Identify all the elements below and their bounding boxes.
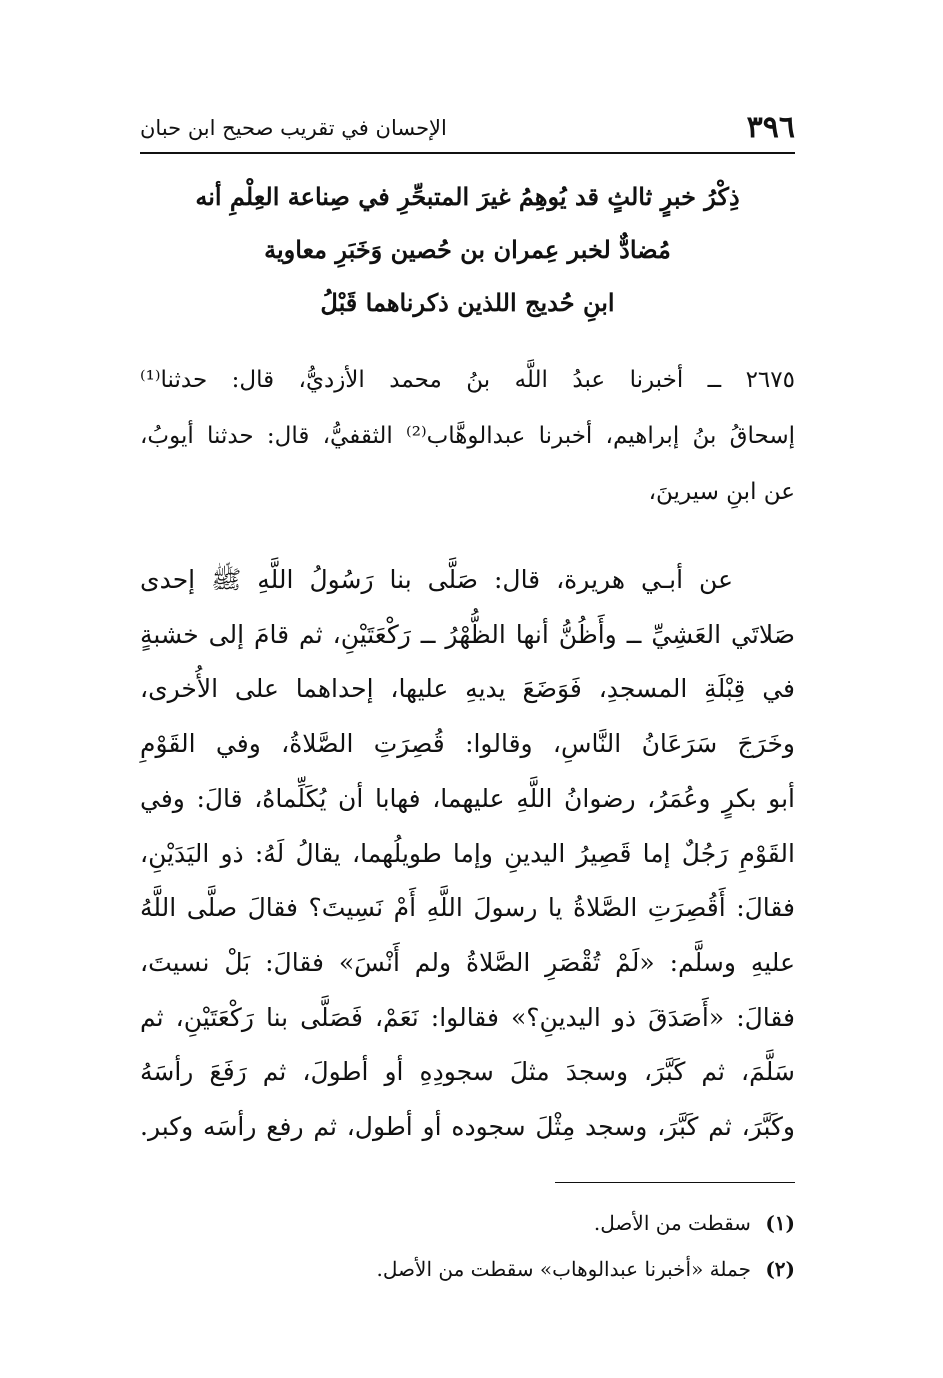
hadith-line: سَلَّمَ، ثم كَبَّرَ، وسجدَ مثلَ سجودِهِ أو أطولَ، ثم رَفَعَ رأسَهُ [140,1057,795,1087]
chapter-title [150,170,785,329]
hadith-line: فقالَ: «أَصَدَقَ ذو اليدينِ؟» فقالوا: نَعَمْ، فَصَلَّى بنا رَكْعَتَيْنِ، ثم [140,1002,795,1032]
hadith-line: صَلاتَي العَشِيِّ ــ وأَظُنُّ أنها الظُّهْرُ ــ رَكْعَتَيْنِ، ثم قامَ إلى خشبةٍ [140,619,795,649]
isnad-line: ٢٦٧٥ ــ أخبرنا عبدُ اللَّه بنُ محمد الأزديُّ، قال: حدثنا⁽¹⁾ [140,367,795,393]
chapter-title-line: ذِكْرُ خبرٍ ثالثٍ قد يُوهِمُ غيرَ المتبحِّرِ في صِناعة العِلْمِ أنه [195,182,740,211]
isnad-line: عن ابنِ سيرينَ، [648,479,795,505]
hadith-line: وكَبَّرَ، ثم كَبَّرَ، وسجد مِثْلَ سجوده أو أطول، ثم رفع رأسَه وكبر. [140,1112,795,1142]
footnote-2 [140,1246,795,1292]
isnad-line: إسحاقُ بنُ إبراهيم، أخبرنا عبدالوهَّاب⁽²⁾ الثقفيُّ، قال: حدثنا أيوبُ، [140,423,796,449]
header-rule [140,152,795,154]
footnote-1 [140,1200,795,1246]
page-header [140,108,795,148]
hadith-text [140,553,795,1155]
chapter-title-line: ابنِ حُديج اللذين ذكرناهما قَبْلُ [320,288,615,317]
footnote-number: (١) [765,1211,795,1235]
hadith-line: أبو بكرٍ وعُمَرُ، رضوانُ اللَّهِ عليهما، فهابا أن يُكَلِّماهُ، قالَ: وفي [140,783,795,813]
hadith-line: عليهِ وسلَّم: «لَمْ تُقْصَرِ الصَّلاةُ ولم أَنْسَ» فقالَ: بَلْ نسيتَ، [140,947,795,977]
hadith-line: القَوْمِ رَجُلٌ إما قَصِيرُ اليدينِ وإما طويلُهما، يقالُ لَهُ: ذو اليَدَيْنِ، [140,838,795,868]
footnote-rule [555,1182,795,1183]
hadith-isnad [140,352,795,520]
hadith-line: فقالَ: أَقُصِرَتِ الصَّلاةُ يا رسولَ اللَّهِ أَمْ نَسِيتَ؟ فقالَ صلَّى اللَّهُ [140,893,795,923]
hadith-line: في قِبْلَةِ المسجدِ، فَوَضَعَ يديهِ عليها، إحداهما على الأُخرى، [140,674,795,704]
hadith-line: وخَرَجَ سَرَعَانُ النَّاسِ، وقالوا: قُصِرَتِ الصَّلاةُ، وفي القَوْمِ [140,729,795,759]
footnote-number: (٢) [765,1257,795,1281]
footnote-text: جملة «أخبرنا عبدالوهاب» سقطت من الأصل. [376,1257,751,1281]
hadith-line: عن أبـي هريرة، قال: صَلَّى بنا رَسُولُ اللَّهِ ﷺ إحدى [140,565,733,594]
footnotes [140,1200,795,1292]
chapter-title-line: مُضادٌّ لخبر عِمران بن حُصين وَخَبَرِ معاوية [264,235,671,264]
footnote-text: سقطت من الأصل. [593,1211,751,1235]
page-number: ٣٩٦ [746,110,795,145]
running-title: الإحسان في تقريب صحيح ابن حبان [140,116,447,140]
